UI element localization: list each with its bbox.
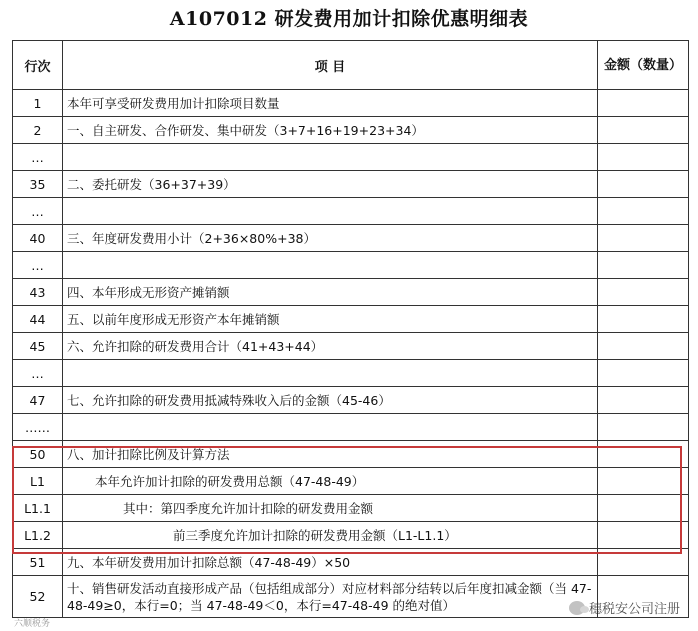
row-seq: 40 xyxy=(13,225,63,252)
table-row xyxy=(13,225,689,252)
row-item: 七、允许扣除的研发费用抵减特殊收入后的金额（45-46） xyxy=(63,387,598,414)
row-item: 其中：第四季度允许加计扣除的研发费用金额 xyxy=(63,495,598,522)
row-seq: 43 xyxy=(13,279,63,306)
row-amount-cell[interactable] xyxy=(598,225,689,252)
row-item xyxy=(63,414,598,441)
row-item: 八、加计扣除比例及计算方法 xyxy=(63,441,598,468)
row-seq: L1.1 xyxy=(13,495,63,522)
row-amount-cell[interactable] xyxy=(598,279,689,306)
row-item: 九、本年研发费用加计扣除总额（47-48-49）×50 xyxy=(63,549,598,576)
table-row xyxy=(13,306,689,333)
row-seq: 1 xyxy=(13,90,63,117)
row-amount-cell[interactable] xyxy=(598,144,689,171)
row-amount-cell[interactable] xyxy=(598,90,689,117)
row-seq: … xyxy=(13,198,63,225)
table-row xyxy=(13,198,689,225)
chat-bubble-icon xyxy=(569,601,585,615)
row-amount-cell[interactable] xyxy=(598,117,689,144)
table-row xyxy=(13,117,689,144)
table-header-row xyxy=(13,41,689,90)
watermark-text: 穗税安公司注册 xyxy=(588,602,680,617)
watermark-left: 六顺税务 xyxy=(14,619,51,629)
row-amount-cell[interactable] xyxy=(598,252,689,279)
row-amount-cell[interactable] xyxy=(598,414,689,441)
row-item: 十、销售研发活动直接形成产品（包括组成部分）对应材料部分结转以后年度扣减金额（当 47-48-49≥0，本行=0；当 47-48-49＜0，本行=47-48-49 的绝对值） xyxy=(63,576,598,618)
row-amount-cell[interactable] xyxy=(598,171,689,198)
table-row xyxy=(13,333,689,360)
row-seq: … xyxy=(13,252,63,279)
highlight-box xyxy=(12,446,682,554)
row-item xyxy=(63,252,598,279)
row-item xyxy=(63,198,598,225)
row-seq: 35 xyxy=(13,171,63,198)
row-item: 四、本年形成无形资产摊销额 xyxy=(63,279,598,306)
row-item: 本年可享受研发费用加计扣除项目数量 xyxy=(63,90,598,117)
header-amount: 金额（数量） xyxy=(598,41,689,90)
row-item: 一、自主研发、合作研发、集中研发（3+7+16+19+23+34） xyxy=(63,117,598,144)
row-item: 三、年度研发费用小计（2+36×80%+38） xyxy=(63,225,598,252)
row-amount-cell[interactable] xyxy=(598,306,689,333)
row-item xyxy=(63,360,598,387)
header-seq: 行次 xyxy=(13,41,63,90)
row-seq: 50 xyxy=(13,441,63,468)
table-row xyxy=(13,171,689,198)
row-item: 二、委托研发（36+37+39） xyxy=(63,171,598,198)
row-amount-cell[interactable] xyxy=(598,387,689,414)
row-item: 五、以前年度形成无形资产本年摊销额 xyxy=(63,306,598,333)
row-seq: … xyxy=(13,360,63,387)
table-row xyxy=(13,144,689,171)
row-item: 本年允许加计扣除的研发费用总额（47-48-49） xyxy=(63,468,598,495)
table-row xyxy=(13,387,689,414)
row-seq: 52 xyxy=(13,576,63,618)
row-amount-cell[interactable] xyxy=(598,333,689,360)
row-seq: L1 xyxy=(13,468,63,495)
row-seq: … xyxy=(13,144,63,171)
row-item: 前三季度允许加计扣除的研发费用金额（L1-L1.1） xyxy=(63,522,598,549)
row-seq: 51 xyxy=(13,549,63,576)
page-title: A107012 研发费用加计扣除优惠明细表 xyxy=(169,8,529,30)
row-item: 六、允许扣除的研发费用合计（41+43+44） xyxy=(63,333,598,360)
table-row xyxy=(13,414,689,441)
row-amount-cell[interactable] xyxy=(598,360,689,387)
row-seq: 47 xyxy=(13,387,63,414)
table-row xyxy=(13,90,689,117)
table-row xyxy=(13,252,689,279)
table-row xyxy=(13,360,689,387)
row-item xyxy=(63,144,598,171)
header-item: 项 目 xyxy=(63,41,598,90)
row-seq: L1.2 xyxy=(13,522,63,549)
row-seq: 45 xyxy=(13,333,63,360)
row-seq: 44 xyxy=(13,306,63,333)
row-seq: 2 xyxy=(13,117,63,144)
table-row xyxy=(13,279,689,306)
watermark xyxy=(569,598,680,617)
row-seq: …… xyxy=(13,414,63,441)
row-amount-cell[interactable] xyxy=(598,198,689,225)
